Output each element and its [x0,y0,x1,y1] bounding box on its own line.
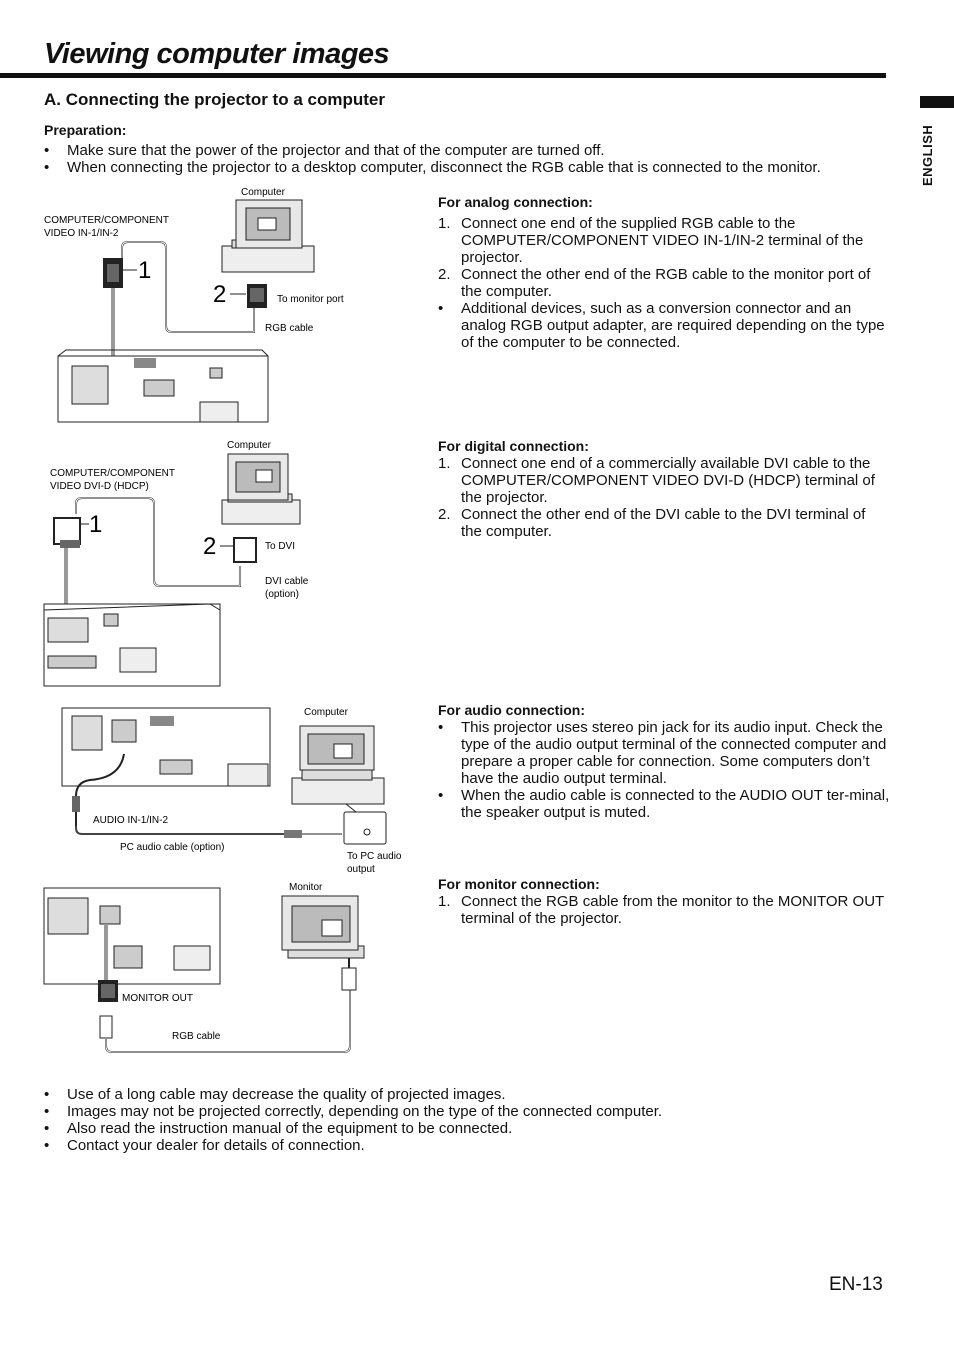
cable-label: PC audio cable (option) [120,842,225,853]
cable-label: RGB cable [172,1031,221,1042]
monitor-label: Monitor [289,882,323,893]
page-title: Viewing computer images [44,38,390,70]
title-rule [0,73,886,78]
audio-connection-diagram [0,700,420,885]
list-item: • Also read the instruction manual of the equipment to be connected. [44,1120,894,1137]
audio-steps [438,719,890,821]
terminal-label: COMPUTER/COMPONENT [50,468,175,479]
audio-heading: For audio connection: [438,702,585,718]
projector-rear-panel [58,350,268,422]
terminal-label: VIDEO DVI-D (HDCP) [50,481,149,492]
computer-icon [222,200,314,272]
port-label: To monitor port [277,294,344,305]
port-label: To PC audio [347,851,402,862]
computer-label: Computer [241,187,285,198]
terminal-label: VIDEO IN-1/IN-2 [44,228,119,239]
preparation-label: Preparation: [44,122,127,138]
list-item: 2. Connect the other end of the RGB cable to the monitor port of the computer. [438,266,871,300]
analog-steps [438,215,890,351]
list-item: 1. Connect one end of the supplied RGB cable to the COMPUTER/COMPONENT VIDEO IN-1/IN-2 terminal of the projector. [438,215,864,266]
step-number: 2 [213,281,227,308]
cable-label: (option) [265,589,299,600]
monitor-icon [282,896,364,958]
list-item: • Images may not be projected correctly, depending on the type of the connected computer. [44,1103,894,1120]
preparation-list [44,142,894,176]
terminal-label: MONITOR OUT [122,993,193,1004]
monitor-connection-diagram [0,876,420,1061]
step-number: 1 [89,511,103,538]
step-number: 1 [138,257,152,284]
port-label: To DVI [265,541,296,552]
language-tab: ENGLISH [920,124,935,186]
digital-steps [438,455,890,540]
section-heading: A. Connecting the projector to a computer [44,90,385,109]
monitor-steps [438,893,890,927]
page-number: EN-13 [829,1274,883,1295]
computer-label: Computer [227,440,271,451]
terminal-label: AUDIO IN-1/IN-2 [93,815,169,826]
step-number: 2 [203,533,217,560]
digital-heading: For digital connection: [438,438,589,454]
monitor-heading: For monitor connection: [438,876,600,892]
list-item: • This projector uses stereo pin jack for its audio input. Check the type of the audio output terminal of the connected computer and prepare a proper cable for connection. Some computers don’t have the audio output terminal. [438,719,887,787]
list-item: • Use of a long cable may decrease the quality of projected images. [44,1086,894,1103]
language-tab-bar [920,96,954,108]
notes-list [44,1086,894,1154]
list-item: 2. Connect the other end of the DVI cable to the DVI terminal of the computer. [438,506,866,540]
digital-connection-diagram [0,434,420,699]
cable-label: DVI cable [265,576,309,587]
cable-label: RGB cable [265,323,314,334]
projector-rear-panel [44,888,220,984]
projector-rear-panel [44,604,220,686]
projector-rear-panel [62,708,270,786]
list-item: 1. Connect one end of a commercially available DVI cable to the COMPUTER/COMPONENT VIDEO DVI-D (HDCP) terminal of the projector. [438,455,875,506]
computer-icon [222,454,300,524]
list-item: • When connecting the projector to a desktop computer, disconnect the RGB cable that is connected to the monitor. [44,159,894,176]
analog-connection-diagram [0,180,420,435]
computer-label: Computer [304,707,348,718]
list-item: • Contact your dealer for details of connection. [44,1137,894,1154]
list-item: • Make sure that the power of the projector and that of the computer are turned off. [44,142,894,159]
terminal-label: COMPUTER/COMPONENT [44,215,169,226]
analog-heading: For analog connection: [438,194,593,210]
list-item: • When the audio cable is connected to the AUDIO OUT ter-minal, the speaker output is muted. [438,787,890,821]
list-item: 1. Connect the RGB cable from the monitor to the MONITOR OUT terminal of the projector. [438,893,884,927]
computer-icon [292,726,384,804]
port-label: output [347,864,375,875]
list-item: • Additional devices, such as a conversion connector and an analog RGB output adapter, are required depending on the type of the computer to be connected. [438,300,885,351]
